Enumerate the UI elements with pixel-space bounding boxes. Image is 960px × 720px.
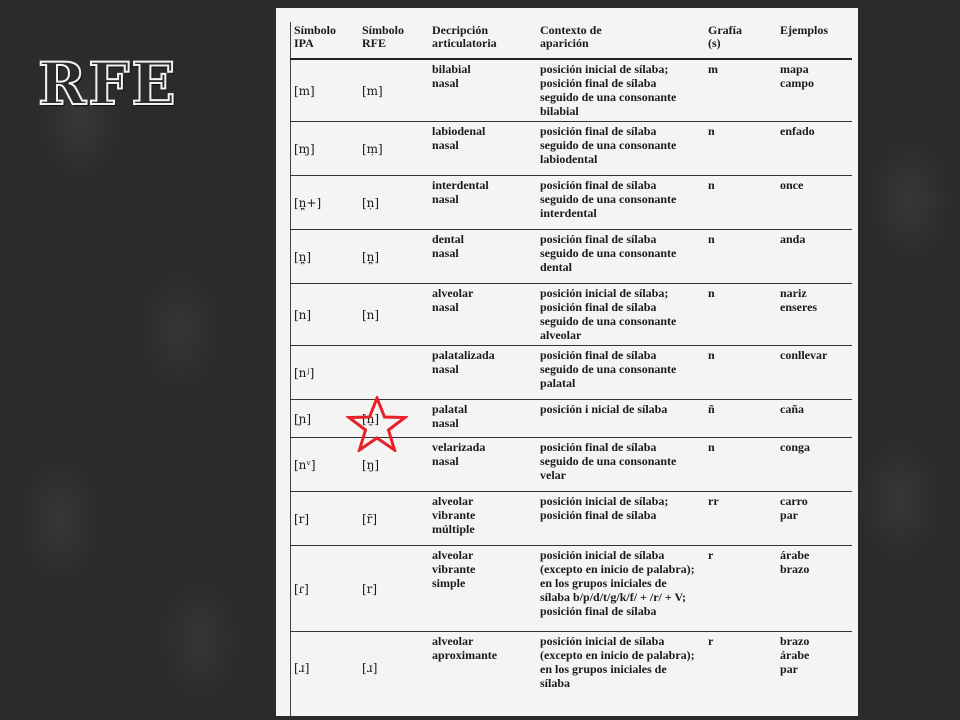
header-grafia: Grafía (s) <box>704 22 776 59</box>
cell-examples-text: nariz enseres <box>780 285 818 314</box>
cell-description-text: velarizada nasal <box>432 439 486 468</box>
cell-ipa-symbol-text: [n̪+] <box>294 195 322 210</box>
cell-context <box>536 399 704 437</box>
cell-context <box>536 283 704 345</box>
cell-examples-text: conllevar <box>780 347 828 362</box>
cell-ipa-symbol-text: [ɱ] <box>294 141 315 156</box>
header-examples: Ejemplos <box>776 22 852 59</box>
cell-ipa-symbol <box>290 229 358 283</box>
cell-ipa-symbol <box>290 175 358 229</box>
cell-rfe-symbol-text: [m] <box>362 83 383 98</box>
table-row <box>290 121 852 175</box>
cell-grafia-text: n <box>708 231 715 246</box>
scanned-document <box>276 8 858 716</box>
cell-context <box>536 631 704 703</box>
cell-context-text: posición inicial de sílaba (excepto en inicio de palabra); en los grupos iniciales de sílaba b/p/d/t/g/k/f/ + /r/ + V; posición final de sílaba <box>540 547 695 618</box>
cell-ipa-symbol-text: [n̪] <box>294 249 312 264</box>
cell-description <box>428 631 536 703</box>
table-header-row <box>290 22 852 59</box>
cell-ipa-symbol-text: [m] <box>294 83 315 98</box>
cell-rfe-symbol <box>358 59 428 121</box>
cell-context-text: posición final de sílaba seguido de una consonante labiodental <box>540 123 677 166</box>
header-rfe: Símbolo RFE <box>358 22 428 59</box>
cell-ipa-symbol <box>290 283 358 345</box>
cell-context <box>536 59 704 121</box>
cell-context-text: posición inicial de sílaba; posición final de sílaba seguido de una consonante alveolar <box>540 285 677 342</box>
cell-context <box>536 545 704 631</box>
cell-grafia-text: n <box>708 347 715 362</box>
header-context: Contexto de aparición <box>536 22 704 59</box>
cell-examples <box>776 545 852 631</box>
cell-examples-text: anda <box>780 231 806 246</box>
cell-examples <box>776 345 852 399</box>
cell-grafia <box>704 399 776 437</box>
cell-rfe-symbol-text: [r̄] <box>362 511 378 526</box>
cell-description-text: labiodenal nasal <box>432 123 486 152</box>
cell-grafia <box>704 437 776 491</box>
cell-context-text: posición final de sílaba seguido de una consonante palatal <box>540 347 677 390</box>
cell-description <box>428 175 536 229</box>
cell-context <box>536 229 704 283</box>
cell-description <box>428 345 536 399</box>
cell-context-text: posición inicial de sílaba (excepto en inicio de palabra); en los grupos iniciales de sílaba <box>540 633 695 690</box>
cell-grafia-text: r <box>708 633 714 648</box>
cell-ipa-symbol-text: [ɾ] <box>294 581 309 596</box>
cell-grafia <box>704 345 776 399</box>
cell-ipa-symbol-text: [r] <box>294 511 310 526</box>
cell-grafia-text: m <box>708 62 718 76</box>
table-body <box>290 59 852 703</box>
cell-description <box>428 121 536 175</box>
cell-examples <box>776 631 852 703</box>
cell-description <box>428 437 536 491</box>
cell-context <box>536 345 704 399</box>
cell-rfe-symbol <box>358 175 428 229</box>
cell-grafia <box>704 121 776 175</box>
cell-rfe-symbol <box>358 121 428 175</box>
cell-ipa-symbol-text: [nᵛ] <box>294 457 316 472</box>
cell-examples <box>776 121 852 175</box>
cell-ipa-symbol-text: [n] <box>294 307 312 322</box>
cell-examples <box>776 491 852 545</box>
cell-description <box>428 283 536 345</box>
cell-grafia-text: ñ <box>708 401 715 416</box>
cell-context-text: posición final de sílaba seguido de una consonante dental <box>540 231 677 274</box>
cell-description <box>428 545 536 631</box>
cell-rfe-symbol <box>358 545 428 631</box>
cell-ipa-symbol-text: [nʲ] <box>294 365 315 380</box>
header-description: Decripción articulatoria <box>428 22 536 59</box>
cell-grafia-text: r <box>708 547 714 562</box>
cell-ipa-symbol <box>290 631 358 703</box>
cell-rfe-symbol <box>358 631 428 703</box>
cell-grafia <box>704 59 776 121</box>
table-row <box>290 345 852 399</box>
cell-examples <box>776 175 852 229</box>
cell-description-text: interdental nasal <box>432 177 489 206</box>
cell-context <box>536 175 704 229</box>
cell-context <box>536 491 704 545</box>
cell-context <box>536 437 704 491</box>
cell-examples <box>776 229 852 283</box>
cell-context-text: posición final de sílaba seguido de una consonante interdental <box>540 177 677 220</box>
cell-description <box>428 229 536 283</box>
cell-rfe-symbol-text: [ŋ] <box>362 457 380 472</box>
cell-rfe-symbol-text: [n̪] <box>362 249 380 264</box>
cell-description <box>428 491 536 545</box>
cell-description-text: alveolar vibrante múltiple <box>432 493 476 536</box>
cell-grafia <box>704 545 776 631</box>
cell-ipa-symbol-text: [ɲ] <box>294 411 312 426</box>
cell-context-text: posición i nicial de sílaba <box>540 401 668 416</box>
phonetic-table <box>290 22 852 703</box>
cell-grafia-text: n <box>708 123 715 138</box>
cell-grafia-text: n <box>708 285 715 300</box>
table-row <box>290 545 852 631</box>
cell-rfe-symbol-text: [r] <box>362 581 378 596</box>
table-row <box>290 175 852 229</box>
cell-examples-text: carro par <box>780 493 808 522</box>
table-row <box>290 283 852 345</box>
cell-examples-text: enfado <box>780 123 815 138</box>
cell-rfe-symbol <box>358 229 428 283</box>
table-row <box>290 631 852 703</box>
cell-examples-text: caña <box>780 401 804 416</box>
cell-examples-text: árabe brazo <box>780 547 810 576</box>
cell-ipa-symbol <box>290 545 358 631</box>
cell-ipa-symbol <box>290 59 358 121</box>
cell-grafia-text: rr <box>708 493 719 508</box>
cell-examples <box>776 283 852 345</box>
cell-rfe-symbol-text: [m̦] <box>362 141 383 156</box>
star-shape <box>349 398 405 450</box>
cell-description <box>428 59 536 121</box>
cell-ipa-symbol-text: [ɹ] <box>294 660 310 675</box>
cell-description-text: dental nasal <box>432 231 465 260</box>
cell-grafia <box>704 175 776 229</box>
cell-ipa-symbol <box>290 345 358 399</box>
cell-context <box>536 121 704 175</box>
table-row <box>290 491 852 545</box>
cell-description-text: alveolar nasal <box>432 285 474 314</box>
cell-rfe-symbol-text: [n] <box>362 307 380 322</box>
cell-examples <box>776 59 852 121</box>
cell-rfe-symbol <box>358 283 428 345</box>
cell-grafia <box>704 283 776 345</box>
cell-examples <box>776 399 852 437</box>
cell-description-text: palatal nasal <box>432 401 468 430</box>
cell-description-text: alveolar aproximante <box>432 633 498 662</box>
star-outline-icon <box>346 396 408 452</box>
cell-rfe-symbol-text: [n̮] <box>362 411 380 426</box>
cell-rfe-symbol-text: [n̦] <box>362 195 380 210</box>
cell-examples-text: once <box>780 177 804 192</box>
cell-rfe-symbol-text: [ɹ] <box>362 660 378 675</box>
cell-ipa-symbol <box>290 491 358 545</box>
cell-rfe-symbol <box>358 491 428 545</box>
header-ipa: Símbolo IPA <box>290 22 358 59</box>
cell-grafia-text: n <box>708 177 715 192</box>
cell-examples-text: mapa campo <box>780 62 814 90</box>
table-row <box>290 59 852 121</box>
slide-title: RFE <box>38 50 178 118</box>
cell-grafia <box>704 491 776 545</box>
cell-description-text: palatalizada nasal <box>432 347 495 376</box>
cell-context-text: posición inicial de sílaba; posición final de sílaba <box>540 493 669 522</box>
cell-description-text: bilabial nasal <box>432 62 471 90</box>
cell-description-text: alveolar vibrante simple <box>432 547 476 590</box>
cell-grafia-text: n <box>708 439 715 454</box>
cell-rfe-symbol <box>358 345 428 399</box>
cell-examples <box>776 437 852 491</box>
table-row <box>290 229 852 283</box>
cell-context-text: posición inicial de sílaba; posición final de sílaba seguido de una consonante bilabial <box>540 62 677 118</box>
cell-description <box>428 399 536 437</box>
cell-examples-text: brazo árabe par <box>780 633 810 676</box>
cell-grafia <box>704 631 776 703</box>
cell-examples-text: conga <box>780 439 810 454</box>
cell-context-text: posición final de sílaba seguido de una consonante velar <box>540 439 677 482</box>
cell-grafia <box>704 229 776 283</box>
cell-ipa-symbol <box>290 121 358 175</box>
